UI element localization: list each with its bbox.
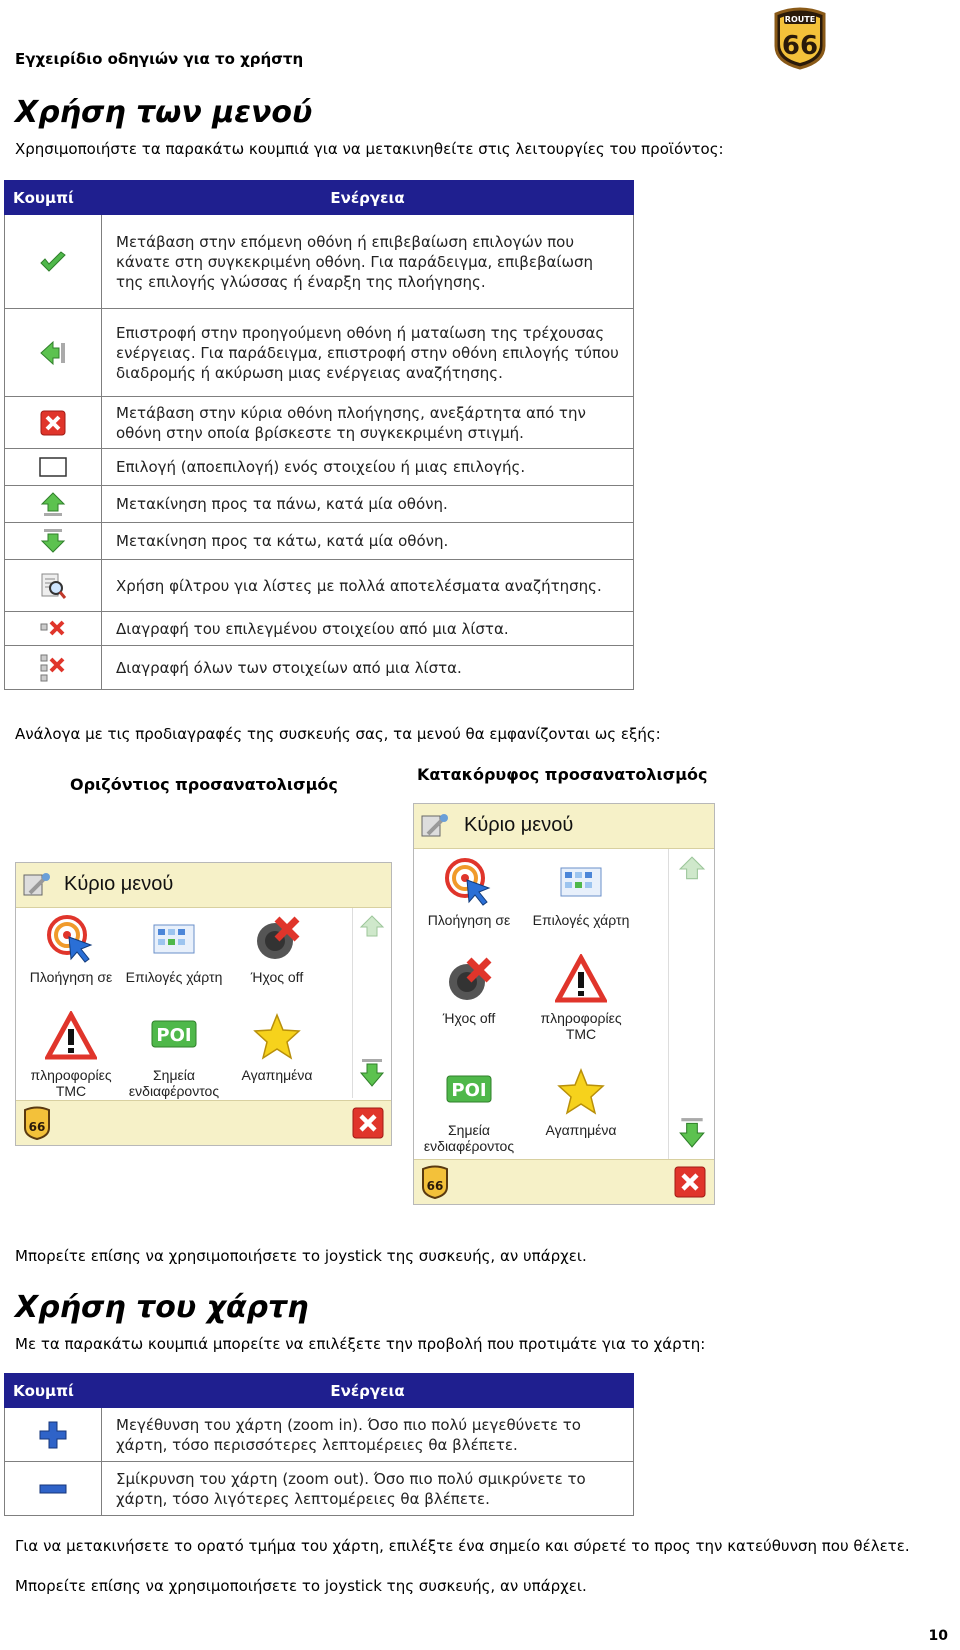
map-grid-icon <box>555 856 607 908</box>
close-icon[interactable] <box>352 1107 384 1139</box>
svg-text:POI: POI <box>156 1025 192 1046</box>
poi-icon <box>148 1011 200 1063</box>
table-row <box>5 1408 634 1462</box>
row-text: Μετακίνηση προς τα πάνω, κατά μία οθόνη. <box>102 486 634 523</box>
scroll-down-icon[interactable] <box>678 1117 706 1149</box>
menu-item-navigate[interactable]: Πλοήγηση σε <box>16 913 126 985</box>
svg-text:POI: POI <box>451 1080 487 1101</box>
menu-title: Κύριο μενού <box>64 873 174 895</box>
scroll-up-icon[interactable] <box>359 914 385 940</box>
menu-buttons-table <box>4 180 634 690</box>
row-text: Επιλογή (αποεπιλογή) ενός στοιχείου ή μιας επιλογής. <box>102 449 634 486</box>
speaker-muted-icon <box>443 954 495 1006</box>
section2-outro-drag: Για να μετακινήσετε το ορατό τμήμα του χάρτη, επιλέξτε ένα σημείο και σύρετέ το προς την κατεύθυνση που θέλετε. <box>15 1537 910 1555</box>
menu-item-poi[interactable]: POI Σημεία ενδιαφέροντος <box>414 1066 524 1154</box>
horizontal-orientation-label: Οριζόντιος προσανατολισμός <box>70 775 338 794</box>
poi-icon <box>443 1066 495 1118</box>
down-arrow-icon <box>40 528 66 554</box>
section2-intro: Με τα παρακάτω κουμπιά μπορείτε να επιλέξετε την προβολή που προτιμάτε για το χάρτη: <box>15 1335 706 1353</box>
menu-item-navigate[interactable]: Πλοήγηση σε <box>414 856 524 928</box>
horizontal-menu-screen <box>15 862 392 1146</box>
row-text: Μετάβαση στην κύρια οθόνη πλοήγησης, ανεξάρτητα από την οθόνη στην οποία βρίσκεστε τη συγκεκριμένη στιγμή. <box>102 397 634 449</box>
svg-text:66: 66 <box>28 1120 46 1134</box>
scroll-column <box>668 849 714 1159</box>
page-number: 10 <box>928 1628 948 1644</box>
svg-text:66: 66 <box>781 31 819 61</box>
svg-text:66: 66 <box>426 1179 444 1193</box>
table-row <box>5 215 634 309</box>
speaker-muted-icon <box>251 913 303 965</box>
section1-intro: Χρησιμοποιήστε τα παρακάτω κουμπιά για να μετακινηθείτε στις λειτουργίες του προϊόντος: <box>15 140 724 158</box>
scroll-down-icon[interactable] <box>359 1058 385 1088</box>
row-text: Μεγέθυνση του χάρτη (zoom in). Όσο πιο πολύ μεγεθύνετε το χάρτη, τόσο περισσότερες λεπτομέρειες θα βλέπετε. <box>102 1408 634 1462</box>
table-row <box>5 449 634 486</box>
menu-item-map-options[interactable]: Επιλογές χάρτη <box>526 856 636 928</box>
row-text: Διαγραφή όλων των στοιχείων από μια λίστα. <box>102 646 634 690</box>
route66-logo <box>770 6 830 70</box>
menu-footer <box>414 1159 714 1204</box>
col-header-action: Ενέργεια <box>102 181 634 215</box>
warning-triangle-icon <box>45 1011 97 1063</box>
table-row <box>5 309 634 397</box>
check-icon <box>39 251 67 273</box>
scroll-column <box>352 908 391 1098</box>
route66-home-icon[interactable] <box>22 1106 52 1140</box>
delete-all-icon <box>39 653 67 683</box>
route66-home-icon[interactable] <box>420 1165 450 1199</box>
menu-item-favorites[interactable]: Αγαπημένα <box>526 1066 636 1138</box>
row-text: Διαγραφή του επιλεγμένου στοιχείου από μια λίστα. <box>102 612 634 646</box>
filter-search-icon <box>39 571 67 601</box>
table-row <box>5 1462 634 1516</box>
warning-triangle-icon <box>555 954 607 1006</box>
map-grid-icon <box>148 913 200 965</box>
navigate-target-icon <box>443 856 495 908</box>
navigate-target-icon <box>45 913 97 965</box>
section-heading-menus: Χρήση των μενού <box>15 95 313 130</box>
section2-outro-joystick: Μπορείτε επίσης να χρησιμοποιήσετε το joystick της συσκευής, αν υπάρχει. <box>15 1577 587 1595</box>
table-row <box>5 612 634 646</box>
menu-item-sound-off[interactable]: Ήχος off <box>222 913 332 985</box>
col-header-action: Ενέργεια <box>102 1374 634 1408</box>
menu-item-map-options[interactable]: Επιλογές χάρτη <box>119 913 229 985</box>
table-row <box>5 397 634 449</box>
joystick-note: Μπορείτε επίσης να χρησιμοποιήσετε το joystick της συσκευής, αν υπάρχει. <box>15 1247 587 1265</box>
close-x-icon <box>40 410 66 436</box>
star-icon <box>251 1011 303 1063</box>
row-text: Σμίκρυνση του χάρτη (zoom out). Όσο πιο πολύ σμικρύνετε το χάρτη, τόσο λιγότερες λεπτομέρειες θα βλέπετε. <box>102 1462 634 1516</box>
table-row <box>5 523 634 560</box>
row-text: Μετάβαση στην επόμενη οθόνη ή επιβεβαίωση επιλογών που κάνατε στη συγκεκριμένη οθόνη. Για παράδειγμα, επιβεβαίωση της επιλογής γλώσσας ή έναρξη της πλοήγησης. <box>102 215 634 309</box>
orientation-intro: Ανάλογα με τις προδιαγραφές της συσκευής σας, τα μενού θα εμφανίζονται ως εξής: <box>15 725 661 743</box>
col-header-button: Κουμπί <box>5 181 102 215</box>
section-heading-map: Χρήση του χάρτη <box>15 1290 309 1325</box>
vertical-orientation-label: Κατακόρυφος προσανατολισμός <box>417 765 708 784</box>
up-arrow-icon <box>40 491 66 517</box>
col-header-button: Κουμπί <box>5 1374 102 1408</box>
table-row <box>5 560 634 612</box>
vertical-menu-screen <box>413 803 715 1205</box>
document-header-title: Εγχειρίδιο οδηγιών για το χρήστη <box>15 50 304 68</box>
table-row <box>5 486 634 523</box>
checkbox-icon <box>39 457 67 477</box>
row-text: Μετακίνηση προς τα κάτω, κατά μία οθόνη. <box>102 523 634 560</box>
menu-item-favorites[interactable]: Αγαπημένα <box>222 1011 332 1083</box>
map-buttons-table <box>4 1373 634 1516</box>
delete-item-icon <box>39 618 67 640</box>
zoom-out-icon <box>38 1482 68 1496</box>
menu-item-poi[interactable]: POI Σημεία ενδιαφέροντος <box>119 1011 229 1099</box>
star-icon <box>555 1066 607 1118</box>
tools-icon <box>22 871 52 899</box>
svg-text:ROUTE: ROUTE <box>784 15 816 24</box>
menu-title-bar <box>414 804 714 849</box>
menu-item-sound-off[interactable]: Ήχος off <box>414 954 524 1026</box>
back-arrow-icon <box>39 339 67 367</box>
menu-item-tmc-info[interactable]: πληροφορίες TMC <box>526 954 636 1042</box>
menu-title: Κύριο μενού <box>464 814 574 836</box>
tools-icon <box>420 812 450 840</box>
scroll-up-icon[interactable] <box>678 855 706 883</box>
table-row <box>5 646 634 690</box>
close-icon[interactable] <box>674 1166 706 1198</box>
menu-footer <box>16 1100 391 1145</box>
menu-title-bar <box>16 863 391 908</box>
row-text: Χρήση φίλτρου για λίστες με πολλά αποτελέσματα αναζήτησης. <box>102 560 634 612</box>
zoom-in-icon <box>38 1420 68 1450</box>
row-text: Επιστροφή στην προηγούμενη οθόνη ή ματαίωση της τρέχουσας ενέργειας. Για παράδειγμα, επιστροφή στην οθόνη επιλογής τύπου διαδρομής ή ακύρωση μιας ενέργειας αναζήτησης. <box>102 309 634 397</box>
menu-item-tmc-info[interactable]: πληροφορίες TMC <box>16 1011 126 1099</box>
